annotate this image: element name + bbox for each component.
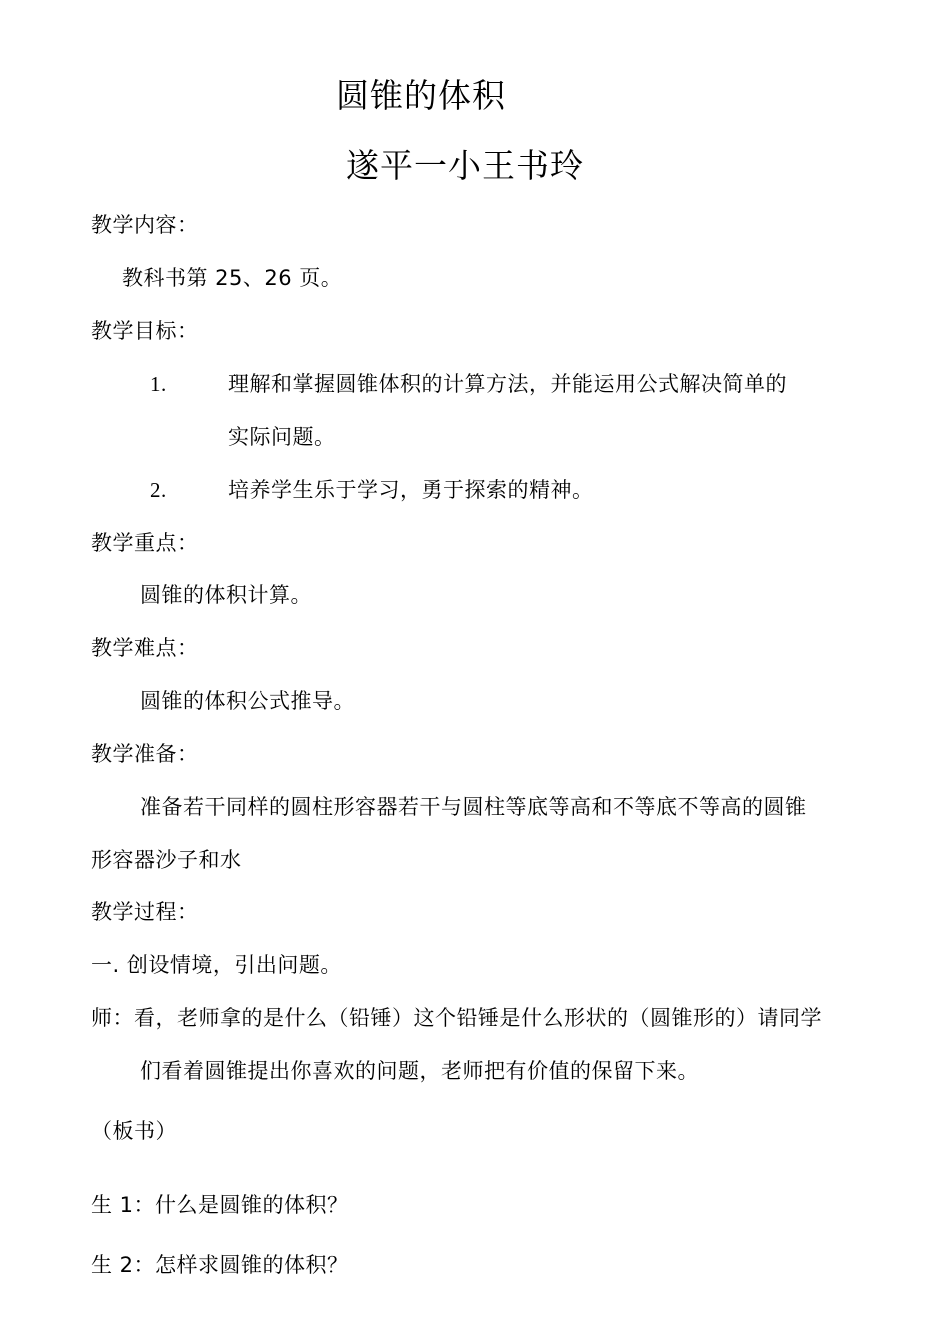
board-note: （板书） xyxy=(91,1119,177,1143)
difficulty-text: 圆锥的体积公式推导。 xyxy=(140,689,355,713)
goal-2-text: 培养学生乐于学习，勇于探索的精神。 xyxy=(228,478,594,502)
process-heading: 教学过程： xyxy=(91,900,199,924)
goal-1-text-continued: 实际问题。 xyxy=(228,425,336,449)
process-step-1: 一. 创设情境，引出问题。 xyxy=(91,953,342,977)
key-heading: 教学重点： xyxy=(91,531,199,555)
prep-text-continued: 形容器沙子和水 xyxy=(91,848,242,872)
key-text: 圆锥的体积计算。 xyxy=(140,583,312,607)
prep-heading: 教学准备： xyxy=(91,742,199,766)
teacher-dialogue: 师：看，老师拿的是什么（铅锤）这个铅锤是什么形状的（圆锥形的）请同学 xyxy=(91,1006,822,1030)
student-1-question: 生 1：什么是圆锥的体积？ xyxy=(91,1193,349,1217)
difficulty-heading: 教学难点： xyxy=(91,636,199,660)
document-author: 遂平一小王书玲 xyxy=(346,146,584,185)
document-title: 圆锥的体积 xyxy=(336,76,506,115)
goal-1-number: 1. xyxy=(150,372,167,396)
goals-heading: 教学目标： xyxy=(91,319,199,343)
content-heading: 教学内容： xyxy=(91,213,199,237)
goal-1-text: 理解和掌握圆锥体积的计算方法，并能运用公式解决简单的 xyxy=(228,372,787,396)
prep-text: 准备若干同样的圆柱形容器若干与圆柱等底等高和不等底不等高的圆锥 xyxy=(140,795,807,819)
goal-2-number: 2. xyxy=(150,478,167,502)
student-2-question: 生 2：怎样求圆锥的体积？ xyxy=(91,1253,349,1277)
teacher-dialogue-continued: 们看着圆锥提出你喜欢的问题，老师把有价值的保留下来。 xyxy=(140,1059,699,1083)
content-text: 教科书第 25、26 页。 xyxy=(122,266,343,290)
